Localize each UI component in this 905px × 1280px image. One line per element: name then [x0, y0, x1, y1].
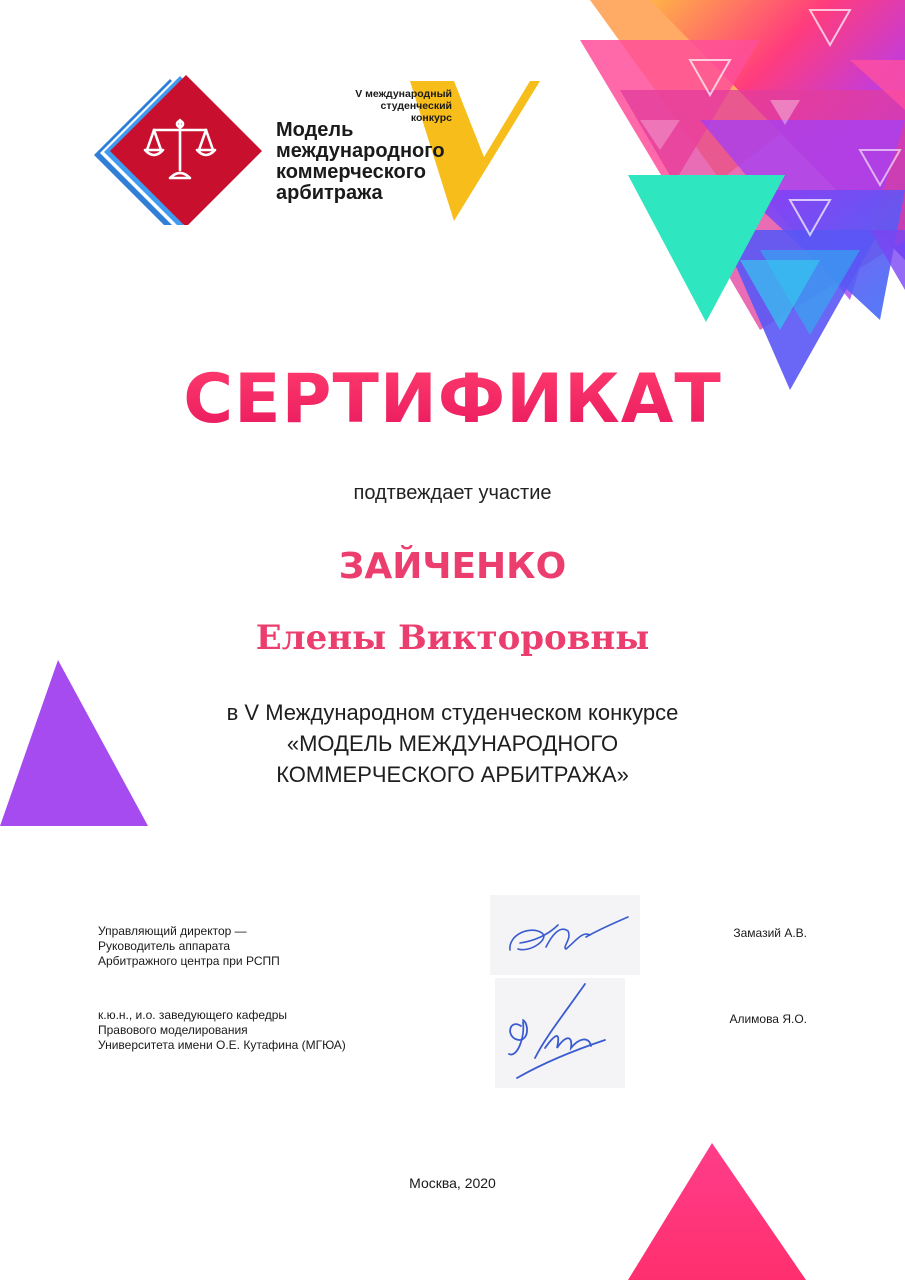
- event-line-2: «МОДЕЛЬ МЕЖДУНАРОДНОГО: [286, 731, 619, 756]
- logo-kicker-line3: конкурс: [410, 112, 452, 124]
- signatory-1-role-line2: Руководитель аппарата: [98, 939, 231, 953]
- signature-2: [495, 978, 625, 1088]
- certificate-title: СЕРТИФИКАТ: [0, 360, 905, 439]
- event-line-3: КОММЕРЧЕСКОГО АРБИТРАЖА»: [276, 762, 629, 787]
- logo-kicker-line2: студенческий: [380, 100, 452, 112]
- logo-name-line3: коммерческого: [276, 161, 426, 183]
- signatory-2-role: [98, 1008, 346, 1053]
- confirms-participation: подтвеждает участие: [353, 482, 552, 504]
- logo-name-line2: международного: [276, 140, 445, 162]
- event-line-1: в V Международном студенческом конкурсе: [226, 700, 679, 725]
- signatory-2-role-line1: к.ю.н., и.о. заведующего кафедры: [98, 1008, 288, 1022]
- participant-surname: ЗАЙЧЕНКО: [338, 546, 567, 587]
- signatory-1-name: Замазий А.В.: [733, 926, 807, 940]
- top-right-triangle-cluster: [580, 0, 905, 390]
- signatory-2-role-line3: Университета имени О.Е. Кутафина (МГЮА): [98, 1038, 346, 1052]
- signatory-1-role-line1: Управляющий директор —: [98, 924, 247, 938]
- signatory-1-role: [98, 924, 280, 969]
- signatory-2-name: Алимова Я.О.: [729, 1012, 807, 1026]
- signature-1: [490, 895, 640, 975]
- bottom-pink-triangle: [628, 1143, 806, 1280]
- logo-kicker-line1: V международный: [355, 88, 452, 100]
- logo-name-line4: арбитража: [276, 182, 383, 204]
- participant-given-names: Елены Викторовны: [255, 618, 650, 658]
- signatory-1-role-line3: Арбитражного центра при РСПП: [98, 954, 280, 968]
- signatory-2-role-line2: Правового моделирования: [98, 1023, 248, 1037]
- logo-name: [276, 120, 445, 204]
- scales-icon: [142, 112, 218, 188]
- city-year: Москва, 2020: [409, 1175, 496, 1191]
- logo-name-line1: Модель: [276, 119, 354, 141]
